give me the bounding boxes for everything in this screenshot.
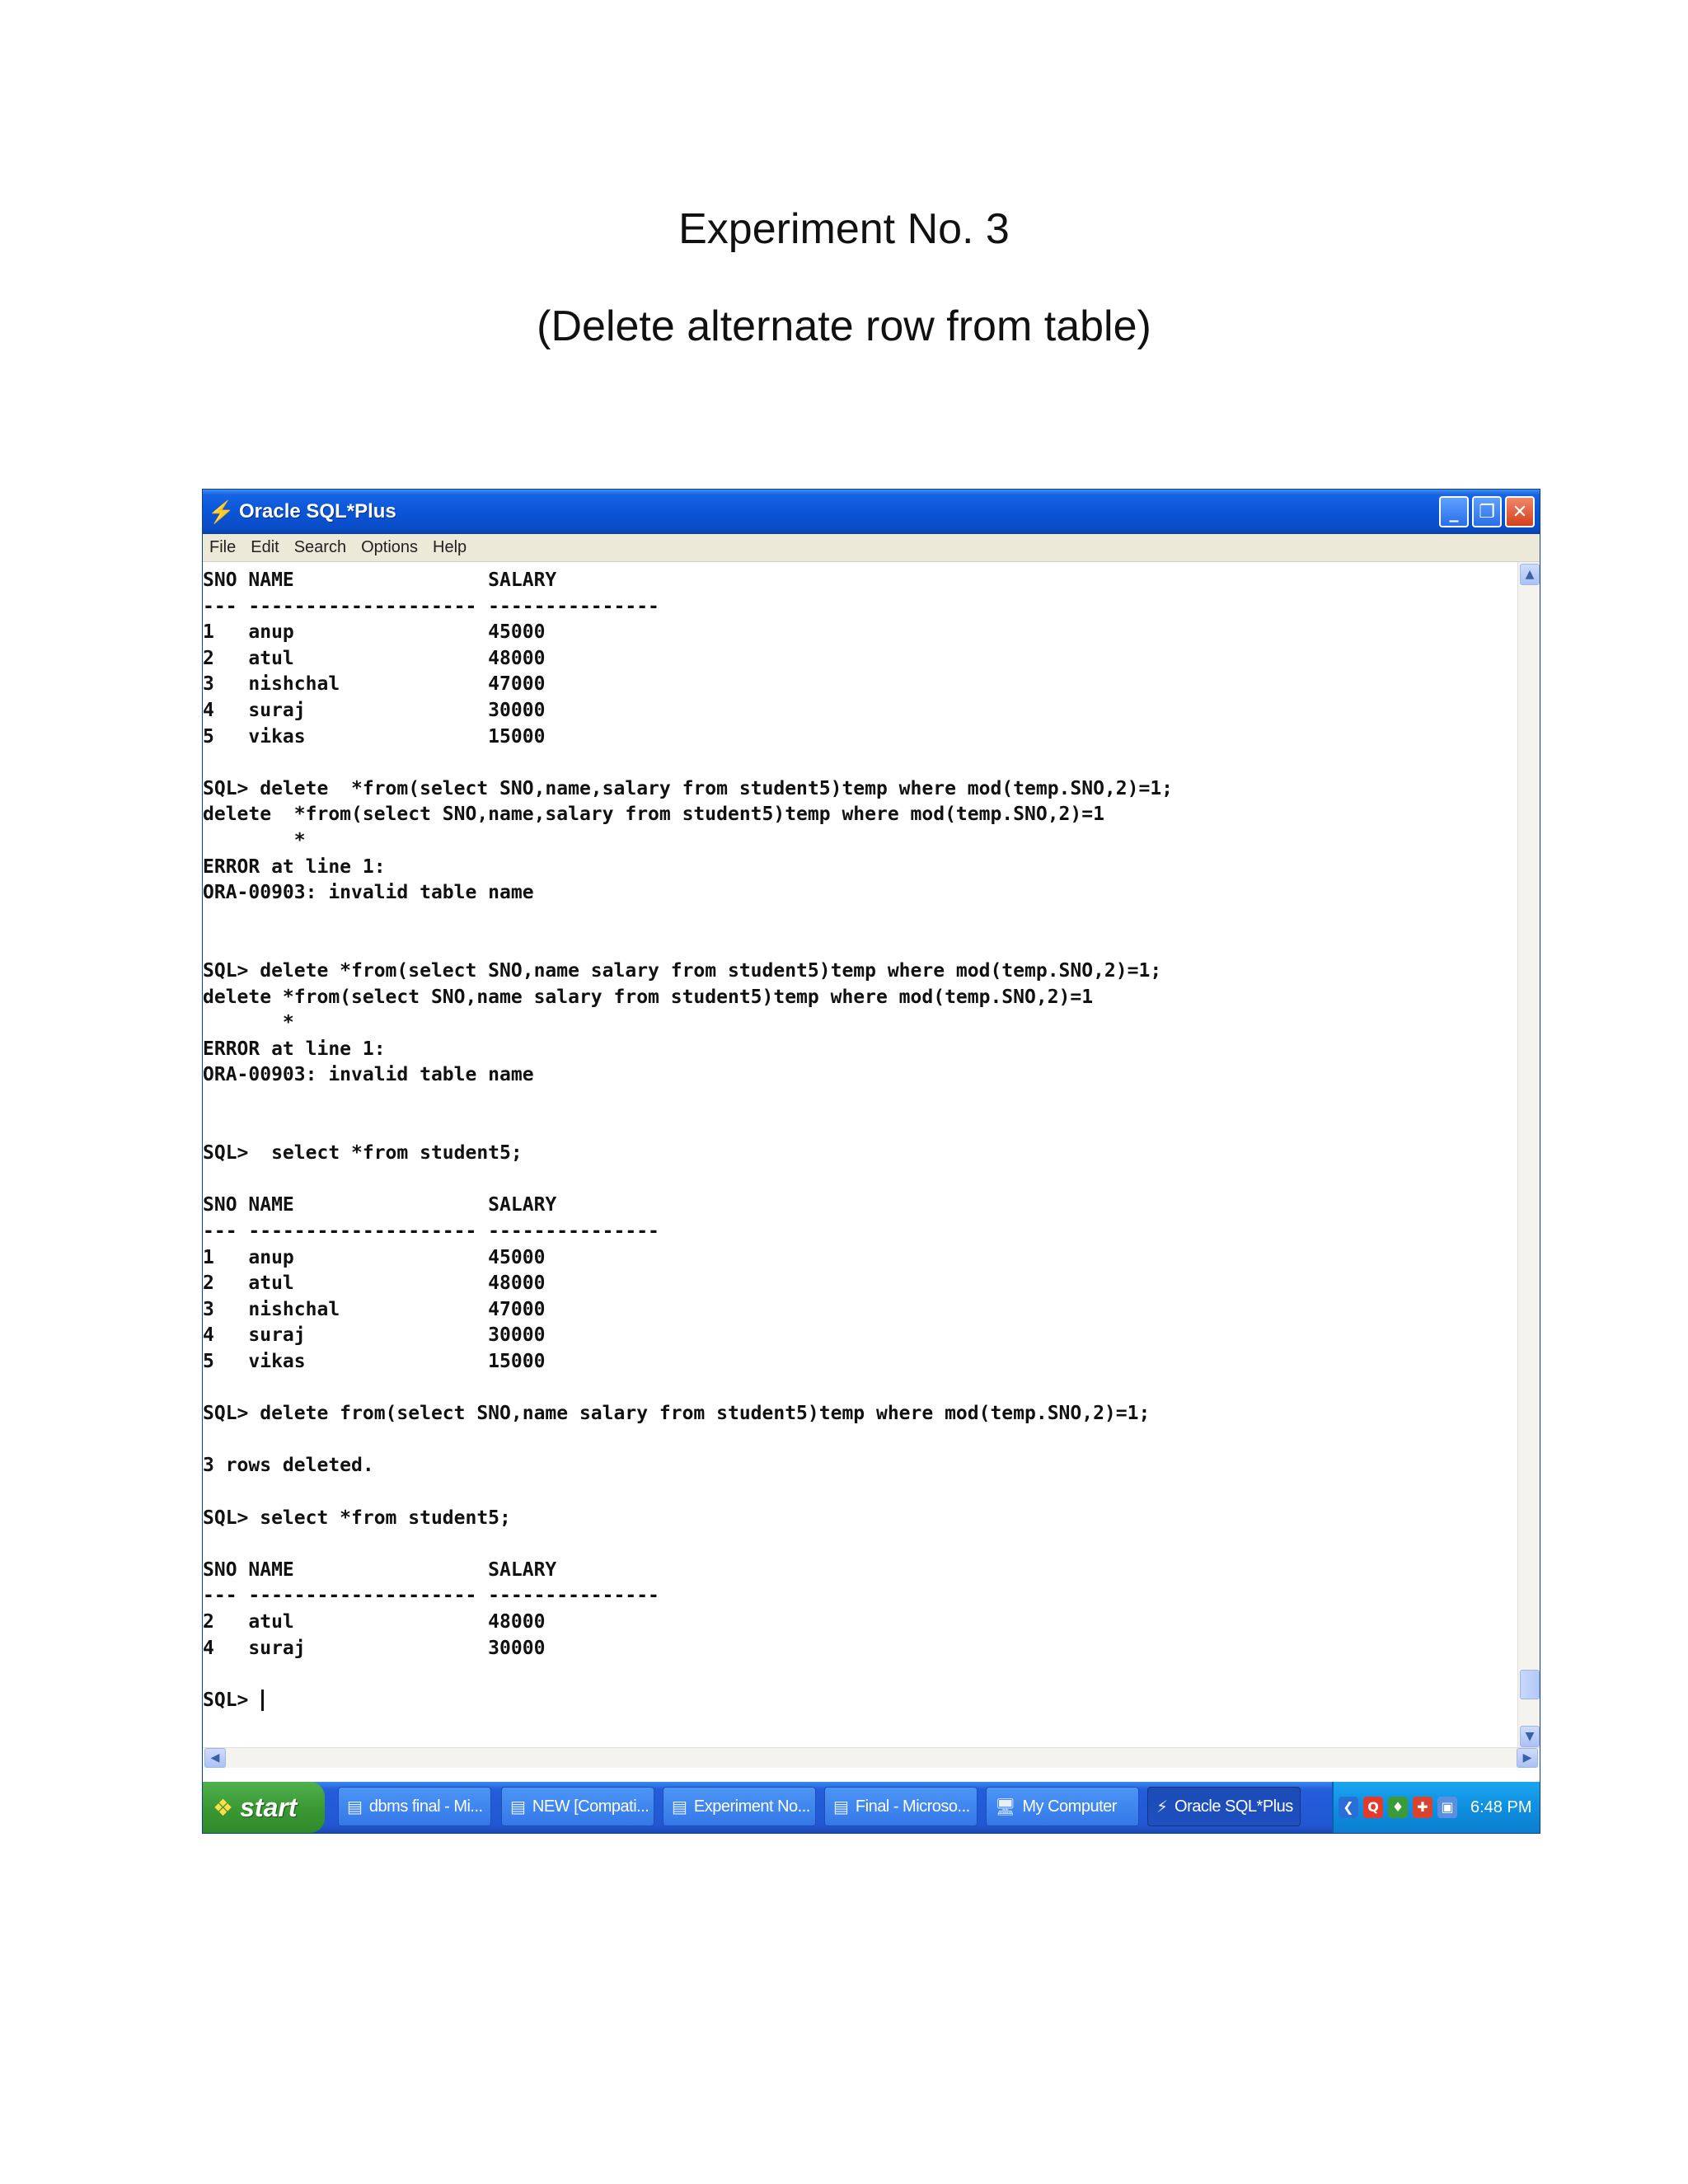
taskbar-button[interactable] — [338, 1787, 491, 1826]
console-line: delete *from(select SNO,name,salary from student5)temp where mod(temp.SNO,2)=1 — [203, 804, 1104, 826]
console-line: * — [203, 830, 306, 851]
minimize-button[interactable]: _ — [1439, 496, 1469, 527]
restore-button[interactable]: ❐ — [1472, 496, 1502, 527]
console-line: 4 suraj 30000 — [203, 1637, 546, 1659]
taskbar — [203, 1782, 1540, 1833]
scroll-left-icon[interactable]: ◀ — [204, 1748, 226, 1768]
console-line: SQL> select *from student5; — [203, 1142, 523, 1165]
menu-edit[interactable]: Edit — [251, 538, 279, 556]
document-subtitle: (Delete alternate row from table) — [537, 302, 1151, 350]
scroll-down-icon[interactable]: ▼ — [1520, 1726, 1540, 1747]
sqlplus-window — [203, 490, 1540, 1833]
console-line: SQL> delete from(select SNO,name salary from student5)temp where mod(temp.SNO,2)=1; — [203, 1403, 1151, 1425]
console-line: ORA-00903: invalid table name — [203, 882, 534, 904]
console-line: ORA-00903: invalid table name — [203, 1064, 534, 1086]
console-line: 2 atul 48000 — [203, 1272, 546, 1295]
console-line: 1 anup 45000 — [203, 1246, 546, 1268]
document-icon: ▤ — [833, 1797, 849, 1816]
sql-prompt: SQL> — [203, 1689, 260, 1711]
taskbar-button-label: NEW [Compati... — [532, 1797, 649, 1816]
console-line: SNO NAME SALARY — [203, 1194, 557, 1216]
menu-file[interactable]: File — [209, 538, 237, 556]
console-line: --- -------------------- --------------- — [203, 1585, 659, 1607]
console-line: 5 vikas 15000 — [203, 1351, 546, 1372]
console-line: SQL> select *from student5; — [203, 1507, 511, 1529]
taskbar-button[interactable] — [501, 1787, 654, 1826]
taskbar-button-label: dbms final - Mi... — [368, 1797, 483, 1816]
taskbar-button[interactable] — [986, 1787, 1139, 1826]
tray-expand-icon[interactable]: ❮ — [1339, 1797, 1358, 1818]
taskbar-button-label: Oracle SQL*Plus — [1175, 1797, 1293, 1816]
window-title: Oracle SQL*Plus — [239, 500, 396, 523]
start-button[interactable] — [203, 1782, 325, 1833]
taskbar-button[interactable] — [1147, 1787, 1301, 1826]
console-line: * — [203, 1012, 294, 1034]
menu-search[interactable]: Search — [293, 538, 347, 556]
tray-monitor-icon[interactable]: ▣ — [1437, 1797, 1457, 1818]
console-output[interactable] — [203, 562, 1518, 1747]
windows-flag-icon: ❖ — [213, 1793, 234, 1821]
console-line: ERROR at line 1: — [203, 1038, 386, 1060]
document-icon: ▤ — [672, 1797, 687, 1816]
console-line: 2 atul 48000 — [203, 1611, 546, 1633]
console-line: 1 anup 45000 — [203, 621, 546, 644]
console-line: 4 suraj 30000 — [203, 700, 546, 721]
console-line: 2 atul 48000 — [203, 647, 546, 669]
vertical-scrollbar[interactable] — [1517, 562, 1540, 1749]
sqlplus-app-icon: ⚡ — [1156, 1797, 1169, 1816]
tray-security-icon[interactable]: ✚ — [1413, 1797, 1432, 1818]
taskbar-button-label: Experiment No... — [693, 1797, 810, 1816]
horizontal-scrollbar[interactable] — [203, 1747, 1540, 1768]
console-line: 3 rows deleted. — [203, 1455, 374, 1477]
console-line: 3 nishchal 47000 — [203, 1298, 546, 1320]
console-line: SQL> delete *from(select SNO,name,salary from student5)temp where mod(temp.SNO,2)=1; — [203, 777, 1174, 799]
clock: 6:48 PM — [1470, 1797, 1532, 1816]
tray-app-icon[interactable]: Q — [1363, 1797, 1383, 1818]
console-line: ERROR at line 1: — [203, 855, 386, 878]
console-line: --- -------------------- --------------- — [203, 595, 659, 617]
console-line: --- -------------------- --------------- — [203, 1221, 659, 1242]
taskbar-button[interactable] — [663, 1787, 816, 1826]
console-line: 5 vikas 15000 — [203, 725, 546, 748]
document-icon: ▤ — [347, 1797, 363, 1816]
console-line: SNO NAME SALARY — [203, 569, 557, 591]
menu-bar — [203, 534, 1540, 562]
close-button[interactable]: ✕ — [1505, 496, 1535, 527]
taskbar-button-label: Final - Microso... — [855, 1797, 970, 1816]
menu-options[interactable]: Options — [361, 538, 419, 556]
sqlplus-app-icon: ⚡ — [208, 499, 235, 524]
scroll-right-icon[interactable]: ▶ — [1517, 1748, 1538, 1768]
sql-prompt-line[interactable] — [203, 1687, 264, 1713]
taskbar-button-label: My Computer — [1022, 1797, 1117, 1816]
window-titlebar[interactable] — [203, 490, 1540, 534]
console-line: SNO NAME SALARY — [203, 1558, 557, 1581]
taskbar-button[interactable] — [824, 1787, 978, 1826]
console-line: 3 nishchal 47000 — [203, 673, 546, 696]
document-title: Experiment No. 3 — [678, 205, 1010, 253]
document-icon: ▤ — [510, 1797, 526, 1816]
system-tray — [1332, 1782, 1540, 1833]
text-cursor — [261, 1690, 264, 1711]
computer-icon: 🖥 — [995, 1797, 1016, 1816]
scroll-up-icon[interactable]: ▲ — [1520, 564, 1540, 585]
console-line: delete *from(select SNO,name salary from student5)temp where mod(temp.SNO,2)=1 — [203, 986, 1094, 1008]
console-line: 4 suraj 30000 — [203, 1324, 546, 1347]
scroll-thumb[interactable] — [1520, 1670, 1540, 1699]
console-line: SQL> delete *from(select SNO,name salary from student5)temp where mod(temp.SNO,2)=1; — [203, 960, 1162, 982]
start-label: start — [240, 1792, 298, 1822]
menu-help[interactable]: Help — [433, 538, 467, 556]
tray-network-icon[interactable]: ♦ — [1388, 1797, 1408, 1818]
